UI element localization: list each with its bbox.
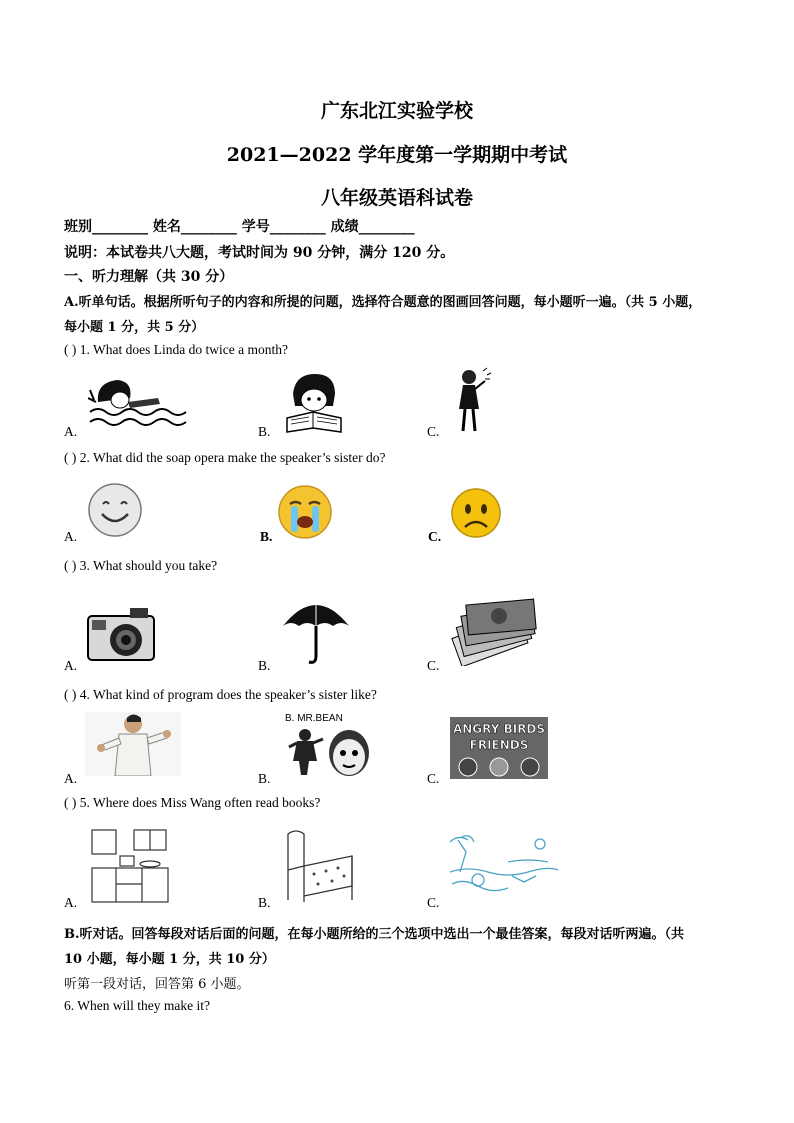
kungfu-man-icon (85, 712, 181, 776)
swimming-icon (88, 372, 188, 430)
q4-option-c: C. (427, 771, 440, 786)
beach-icon (448, 832, 558, 904)
bed-icon (282, 826, 358, 902)
q1-option-b: B. (258, 424, 271, 439)
q3-option-a: A. (64, 658, 78, 673)
question-5: ( ) 5. Where does Miss Wang often read books? (64, 795, 321, 810)
sad-face-icon (449, 487, 503, 539)
subject-title: 八年级英语科试卷 (320, 187, 473, 209)
exam-term-title: 2021—2022 学年度第一学期期中考试 (226, 144, 568, 166)
mr-bean-icon (283, 711, 375, 779)
partB-instructions-2: 10 小题，每小题 1 分，共 10 分） (64, 952, 275, 967)
mr-bean-label: B. MR.BEAN (285, 713, 343, 724)
q5-option-b: B. (258, 895, 271, 910)
q4-option-b: B. (258, 771, 271, 786)
friends-label: FRIENDS (469, 738, 529, 752)
partB-dialogue-1-note: 听第一段对话，回答第 6 小题。 (64, 977, 250, 992)
school-title: 广东北江实验学校 (320, 100, 473, 122)
singing-girl-icon (451, 367, 493, 437)
q5-option-c: C. (427, 895, 440, 910)
student-info-line: 班别________ 姓名________ 学号________ 成绩________ (64, 219, 415, 235)
q4-option-a: A. (64, 771, 78, 786)
umbrella-icon (281, 594, 351, 666)
q1-option-c: C. (427, 424, 440, 439)
money-icon (449, 586, 539, 666)
smiling-face-icon (86, 482, 144, 538)
angry-birds-icon (450, 717, 548, 779)
camera-icon (86, 604, 156, 662)
partB-instructions-1: B.听对话。回答每段对话后面的问题，在每小题所给的三个选项中选出一个最佳答案，每段对话听两遍。（共 (64, 927, 685, 942)
q3-option-c: C. (427, 658, 440, 673)
q2-option-b: B. (260, 529, 273, 544)
kitchen-icon (90, 826, 170, 904)
question-1: ( ) 1. What does Linda do twice a month? (64, 342, 288, 357)
reading-girl-icon (283, 372, 345, 434)
question-3: ( ) 3. What should you take? (64, 558, 218, 573)
q2-option-a: A. (64, 529, 78, 544)
q5-option-a: A. (64, 895, 78, 910)
instructions: 说明：本试卷共八大题，考试时间为 90 分钟，满分 120 分。 (64, 245, 455, 261)
question-6: 6. When will they make it? (64, 998, 210, 1013)
partA-instructions-2: 每小题 1 分，共 5 分） (64, 320, 205, 335)
angry-birds-label: ANGRY BIRDS (452, 722, 546, 736)
crying-face-icon (277, 484, 333, 540)
question-2: ( ) 2. What did the soap opera make the speaker’s sister do? (64, 450, 386, 465)
partA-instructions-1: A.听单句话。根据所听句子的内容和所提的问题，选择符合题意的图画回答问题，每小题听一遍。（共 5 小题， (64, 295, 702, 310)
q1-option-a: A. (64, 424, 78, 439)
section1-title: 一、听力理解（共 30 分） (64, 269, 234, 285)
q2-option-c: C. (428, 529, 442, 544)
question-4: ( ) 4. What kind of program does the speaker’s sister like? (64, 687, 377, 702)
q3-option-b: B. (258, 658, 271, 673)
